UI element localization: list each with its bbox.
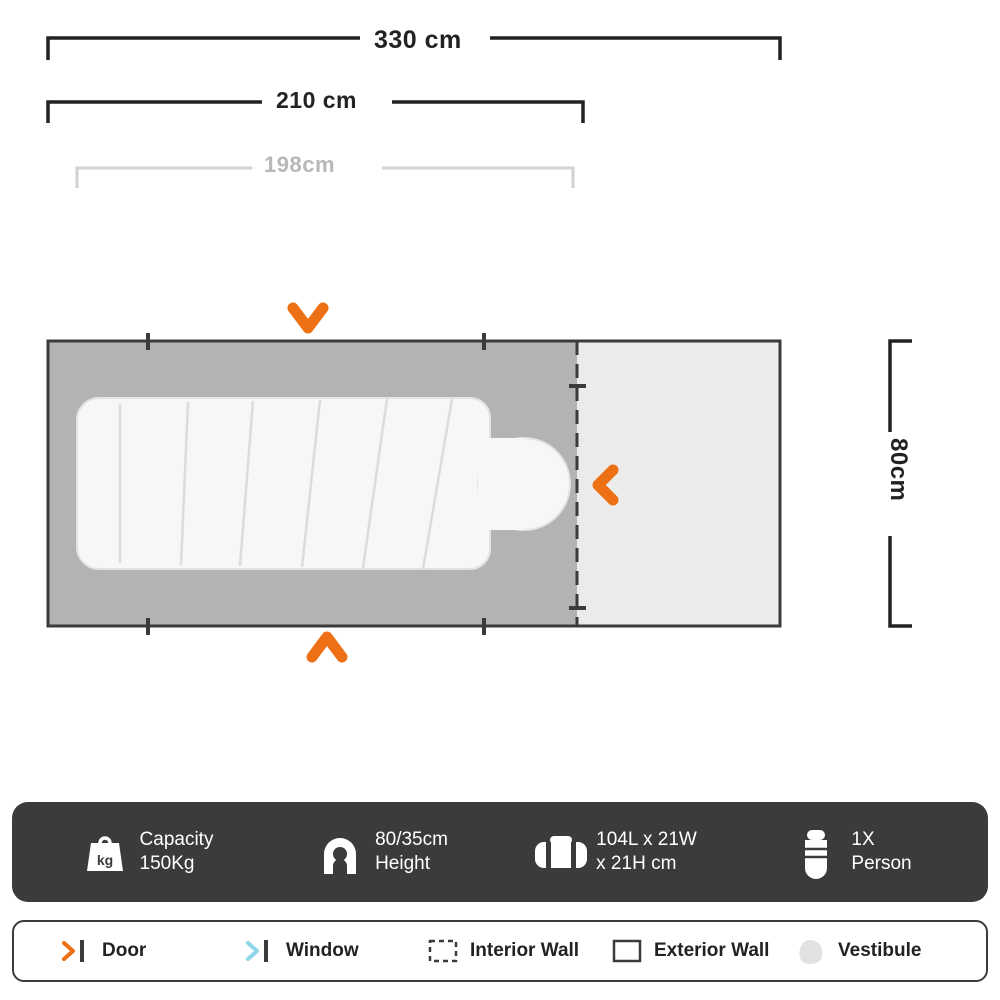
spec-text-person-count (851, 828, 911, 876)
legend-bar (12, 920, 988, 982)
legend-label-interior-wall: Interior Wall (470, 940, 580, 961)
legend-item-door (40, 936, 224, 966)
legend-label-window: Window (286, 940, 359, 961)
spec-person-line1: 1X (851, 829, 875, 851)
dimension-label-depth: 80cm (885, 438, 912, 502)
legend-item-vestibule (776, 936, 960, 966)
spec-item-packsize (500, 827, 735, 877)
dimension-label-sleeping-length: 198cm (264, 152, 336, 177)
vestibule-area (577, 341, 780, 626)
spec-height-line1: 80/35cm (375, 829, 448, 851)
legend-label-vestibule: Vestibule (838, 940, 922, 961)
legend-item-exterior-wall (592, 936, 776, 966)
spec-packsize-line1: 104L x 21W (596, 829, 697, 851)
spec-packsize-line2: x 21H cm (596, 853, 677, 874)
svg-text:kg: kg (96, 852, 113, 868)
dimension-label-inner-width: 210 cm (276, 87, 358, 113)
door-chevron-top (293, 308, 323, 328)
vestibule-icon (794, 936, 828, 966)
dimension-label-overall-width: 330 cm (374, 26, 462, 54)
legend-label-exterior-wall: Exterior Wall (654, 940, 770, 961)
interior-wall-icon (426, 936, 460, 966)
duffel-bag-icon (538, 827, 584, 877)
sleeping-bag-icon (793, 827, 839, 877)
legend-label-door: Door (102, 940, 147, 961)
spec-capacity-line1: Capacity (139, 829, 214, 851)
exterior-wall-icon (610, 936, 644, 966)
door-chevron-bottom (312, 637, 342, 657)
spec-item-height (265, 827, 500, 877)
door-icon (58, 936, 92, 966)
spec-text-packsize (596, 828, 697, 876)
spec-capacity-line2: 150Kg (139, 853, 195, 874)
weight-kg-icon (82, 827, 128, 877)
specs-bar (12, 802, 988, 902)
spec-person-line2: Person (851, 853, 912, 874)
person-height-icon (317, 827, 363, 877)
legend-item-window (224, 936, 408, 966)
spec-item-capacity (30, 827, 265, 877)
spec-text-capacity (140, 828, 214, 876)
legend-item-interior-wall (408, 936, 592, 966)
spec-item-person-count (735, 827, 970, 877)
spec-text-height (375, 828, 448, 876)
spec-height-line2: Height (375, 853, 430, 874)
window-icon (242, 936, 276, 966)
